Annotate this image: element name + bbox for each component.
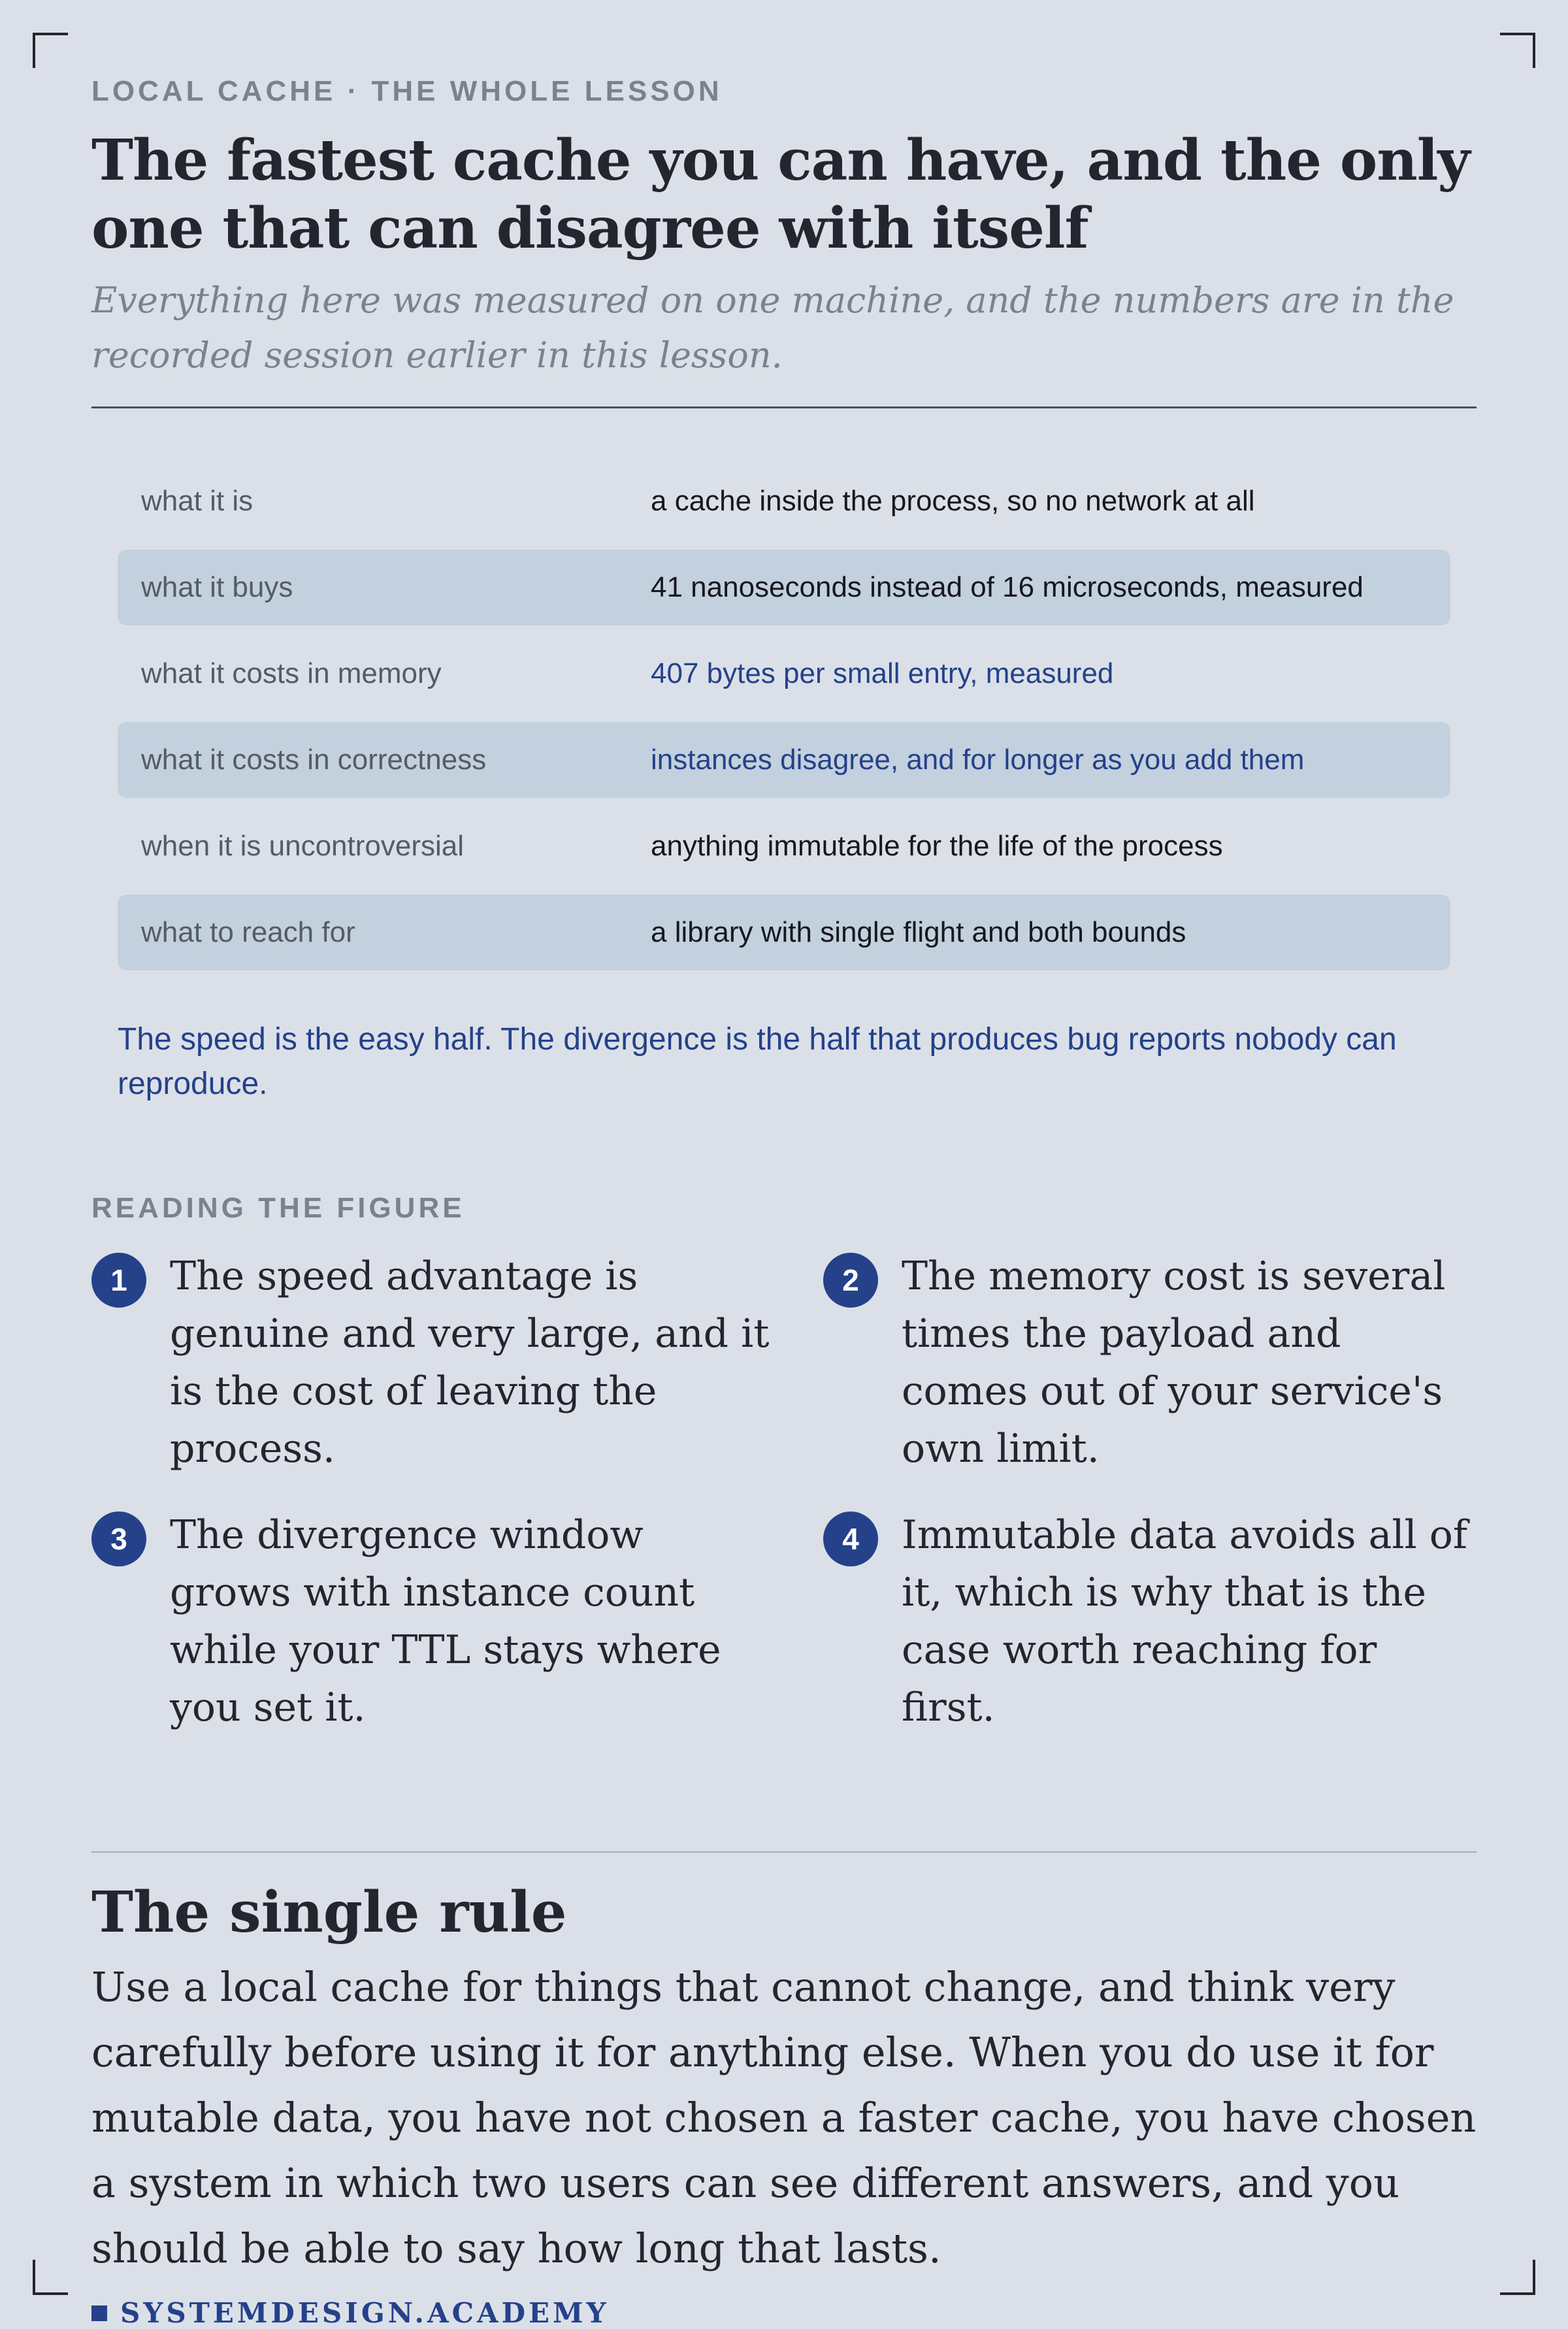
fact-label: what it buys <box>141 571 293 603</box>
reading-point-text: The speed advantage is genuine and very large, and it is the cost of leaving the process. <box>170 1253 770 1472</box>
reading-points <box>91 1247 1477 1736</box>
fact-label: what it costs in memory <box>141 657 442 689</box>
reading-point-4 <box>823 1506 1477 1736</box>
fact-row-reach-for <box>118 895 1450 970</box>
reading-point-text: Immutable data avoids all of it, which is why that is the case worth reaching for first. <box>902 1512 1468 1730</box>
corner-mark-bottom-left <box>33 2260 68 2295</box>
fact-row-memory-cost <box>118 636 1450 712</box>
number-badge: 2 <box>823 1253 878 1308</box>
reading-point-text: The divergence window grows with instance count while your TTL stays where you set it. <box>170 1512 721 1730</box>
fact-value: 41 nanoseconds instead of 16 microseconds, measured <box>651 571 1364 603</box>
reading-point-3 <box>91 1506 823 1736</box>
fact-row-correctness-cost <box>118 722 1450 798</box>
number-badge: 4 <box>823 1511 878 1566</box>
reading-point-1 <box>91 1247 823 1478</box>
corner-mark-bottom-right <box>1500 2260 1535 2295</box>
fact-label: when it is uncontroversial <box>141 830 465 862</box>
fact-value: anything immutable for the life of the process <box>651 830 1223 862</box>
brand-name: SYSTEMDESIGN.ACADEMY <box>120 2297 610 2329</box>
rule-heading: The single rule <box>91 1879 567 1945</box>
brand-footer <box>91 2297 1477 2329</box>
fact-value: 407 bytes per small entry, measured <box>651 657 1114 689</box>
reading-point-text: The memory cost is several times the payload and comes out of your service's own limit. <box>902 1253 1446 1472</box>
card-content <box>91 72 1477 2329</box>
corner-mark-top-left <box>33 33 68 68</box>
summary-note: The speed is the easy half. The divergence is the half that produces bug reports nobody can reproduce. <box>118 1022 1397 1101</box>
eyebrow-label: LOCAL CACHE · THE WHOLE LESSON <box>91 75 723 107</box>
section-divider <box>91 1851 1477 1853</box>
fact-label: what it costs in correctness <box>141 744 487 776</box>
fact-row-uncontroversial <box>118 808 1450 884</box>
brand-square-icon <box>91 2305 107 2321</box>
number-badge: 1 <box>91 1253 146 1308</box>
header-divider <box>91 406 1477 408</box>
page-title: The fastest cache you can have, and the only one that can disagree with itself <box>91 127 1470 261</box>
fact-value: a library with single flight and both bounds <box>651 916 1186 948</box>
fact-value: a cache inside the process, so no network at all <box>651 485 1255 517</box>
reading-point-2 <box>823 1247 1477 1478</box>
rule-body: Use a local cache for things that cannot change, and think very carefully before using it for anything else. When you do use it for mutable data, you have not chosen a faster cache, you have chosen a system in which two users can see different answers, and you should be able to say how long that lasts. <box>91 1963 1477 2272</box>
fact-label: what to reach for <box>141 916 355 948</box>
fact-value: instances disagree, and for longer as you add them <box>651 744 1305 776</box>
fact-row-what-it-is <box>118 463 1450 539</box>
section-label-reading: READING THE FIGURE <box>91 1192 465 1224</box>
page-subtitle: Everything here was measured on one machine, and the numbers are in the recorded session earlier in this lesson. <box>91 280 1454 376</box>
corner-mark-top-right <box>1500 33 1535 68</box>
fact-row-what-it-buys <box>118 550 1450 625</box>
fact-label: what it is <box>141 485 253 517</box>
facts-table <box>118 463 1450 970</box>
number-badge: 3 <box>91 1511 146 1566</box>
